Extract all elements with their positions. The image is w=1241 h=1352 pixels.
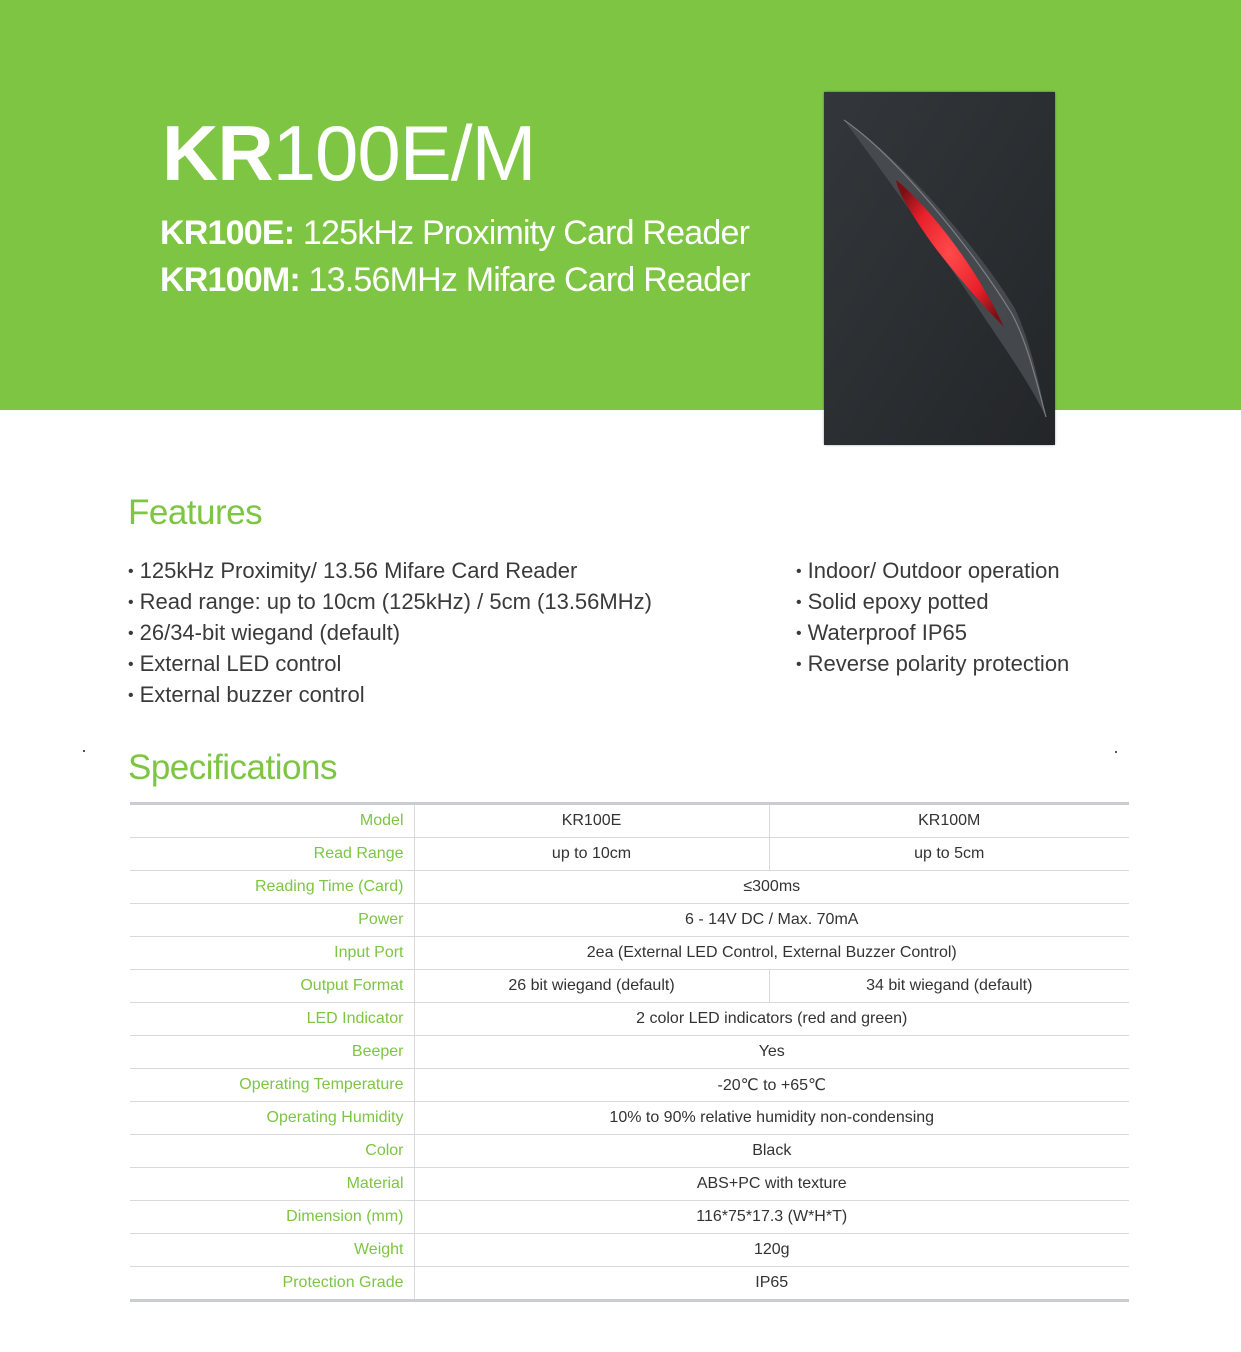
spec-label: Operating Humidity	[130, 1102, 414, 1135]
features-list-left	[128, 556, 652, 711]
spec-value: ABS+PC with texture	[414, 1168, 1129, 1201]
spec-row-read-range	[130, 838, 1129, 871]
spec-value: ≤300ms	[414, 871, 1129, 904]
subtitle-desc: 13.56MHz Mifare Card Reader	[299, 261, 750, 299]
spec-row-operating-humidity	[130, 1102, 1129, 1135]
feature-item: • 26/34-bit wiegand (default)	[128, 618, 652, 649]
subtitle-kr100m	[160, 259, 750, 301]
features-list-right	[796, 556, 1069, 680]
feature-item: • Reverse polarity protection	[796, 649, 1069, 680]
spec-label: Material	[130, 1168, 414, 1201]
card-reader-illustration	[824, 92, 1055, 445]
spec-value-kr100m: 34 bit wiegand (default)	[769, 970, 1129, 1003]
spec-row-model	[130, 804, 1129, 838]
features-heading: Features	[128, 493, 263, 532]
spec-row-input-port	[130, 937, 1129, 970]
spec-value-kr100e: up to 10cm	[414, 838, 769, 871]
decorative-dot	[1115, 751, 1117, 753]
spec-value: 2 color LED indicators (red and green)	[414, 1003, 1129, 1036]
spec-row-material	[130, 1168, 1129, 1201]
spec-label: Power	[130, 904, 414, 937]
spec-value: 2ea (External LED Control, External Buzzer Control)	[414, 937, 1129, 970]
subtitle-code: KR100M:	[160, 261, 300, 299]
feature-item: • 125kHz Proximity/ 13.56 Mifare Card Reader	[128, 556, 652, 587]
specifications-table	[130, 802, 1129, 1302]
subtitle-desc: 125kHz Proximity Card Reader	[294, 214, 750, 252]
spec-value: 116*75*17.3 (W*H*T)	[414, 1201, 1129, 1234]
spec-label: Operating Temperature	[130, 1069, 414, 1102]
spec-row-led-indicator	[130, 1003, 1129, 1036]
spec-label: Protection Grade	[130, 1267, 414, 1301]
spec-label: LED Indicator	[130, 1003, 414, 1036]
spec-value: Black	[414, 1135, 1129, 1168]
spec-label: Beeper	[130, 1036, 414, 1069]
spec-value-kr100e: KR100E	[414, 804, 769, 838]
specifications-heading: Specifications	[128, 748, 337, 787]
decorative-dot	[83, 750, 85, 752]
spec-value: 10% to 90% relative humidity non-condensing	[414, 1102, 1129, 1135]
spec-row-weight	[130, 1234, 1129, 1267]
spec-value-kr100m: up to 5cm	[769, 838, 1129, 871]
spec-label: Input Port	[130, 937, 414, 970]
spec-value: IP65	[755, 1274, 789, 1291]
spec-row-beeper	[130, 1036, 1129, 1069]
spec-label: Dimension (mm)	[130, 1201, 414, 1234]
spec-value-kr100e: 26 bit wiegand (default)	[414, 970, 769, 1003]
spec-label: Model	[130, 804, 414, 838]
spec-row-color	[130, 1135, 1129, 1168]
subtitle-kr100e	[160, 212, 749, 254]
spec-row-output-format	[130, 970, 1129, 1003]
spec-label: Read Range	[130, 838, 414, 871]
feature-item: • External buzzer control	[128, 680, 652, 711]
spec-value: 120g	[414, 1234, 1129, 1267]
product-title-prefix: KR	[162, 109, 273, 197]
spec-row-reading-time	[130, 871, 1129, 904]
feature-item: • Read range: up to 10cm (125kHz) / 5cm (13.56MHz)	[128, 587, 652, 618]
spec-value: 6 - 14V DC / Max. 70mA	[414, 904, 1129, 937]
feature-item: • External LED control	[128, 649, 652, 680]
feature-item: • Indoor/ Outdoor operation	[796, 556, 1069, 587]
feature-item: • Solid epoxy potted	[796, 587, 1069, 618]
spec-value: -20℃ to +65℃	[414, 1069, 1129, 1102]
spec-value-kr100m: KR100M	[769, 804, 1129, 838]
spec-label: Reading Time (Card)	[130, 871, 414, 904]
spec-row-protection-grade	[130, 1267, 1129, 1301]
spec-row-operating-temperature	[130, 1069, 1129, 1102]
feature-item: • Waterproof IP65	[796, 618, 1069, 649]
spec-label: Color	[130, 1135, 414, 1168]
spec-label: Output Format	[130, 970, 414, 1003]
subtitle-code: KR100E:	[160, 214, 295, 252]
product-title-suffix: 100E/M	[272, 109, 536, 197]
product-title	[162, 108, 535, 198]
spec-label: Weight	[130, 1234, 414, 1267]
spec-value: Yes	[414, 1036, 1129, 1069]
card-reader-image	[824, 92, 1055, 445]
spec-row-power	[130, 904, 1129, 937]
spec-row-dimension	[130, 1201, 1129, 1234]
